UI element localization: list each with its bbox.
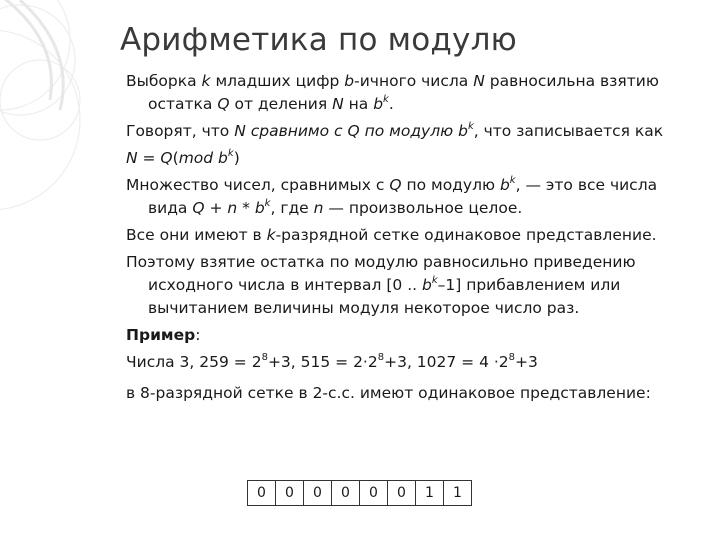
bit-cell: 0 — [388, 481, 416, 505]
paragraph-remainder: Поэтому взятие остатка по модулю равносильно приведению исходного числа в интервал [0 .. $b^k-1$] прибавлением или вычитанием величины модуля некоторое число раз. — [126, 253, 636, 317]
bit-cell: 0 — [276, 481, 304, 505]
bit-cell: 0 — [360, 481, 388, 505]
paragraph-representation: Все они имеют в k-разрядной сетке одинаковое представление. — [126, 226, 657, 244]
paragraph-example-numbers: Числа 3, $259 = 2^8+3$, $515 = 2\cdot 2^8+3$, $1027 = 4 \cdot 2^8+3$ — [126, 352, 538, 371]
bit-cell: 0 — [332, 481, 360, 505]
paragraph-set: Множество чисел, сравнимых с Q по модулю $b^k$, — это все числа вида $Q + n * b^k$, где n — произвольное целое. — [126, 175, 658, 217]
paragraph-example-heading: Пример: — [126, 326, 201, 344]
decorative-rings — [0, 0, 120, 540]
paragraph-notation: N = Q(mod $b^k$) — [126, 148, 240, 167]
paragraph-sampling: Выборка k младших цифр b-ичного числа N равносильна взятию остатка Q от деления N на $b^k$. — [126, 72, 659, 113]
paragraph-congruence: Говорят, что N сравнимо с Q по модулю $b^k$, что записывается как — [126, 121, 664, 140]
bit-grid — [247, 480, 472, 506]
bit-cell: 0 — [248, 481, 276, 505]
page-title: Арифметика по модулю — [120, 22, 517, 58]
bit-cell: 1 — [416, 481, 444, 505]
bit-cell: 1 — [453, 485, 462, 501]
bit-cell: 0 — [304, 481, 332, 505]
content-body — [126, 70, 696, 409]
paragraph-example-grid: в 8-разрядной сетке в 2-с.с. имеют одинаковое представление: — [126, 384, 651, 402]
